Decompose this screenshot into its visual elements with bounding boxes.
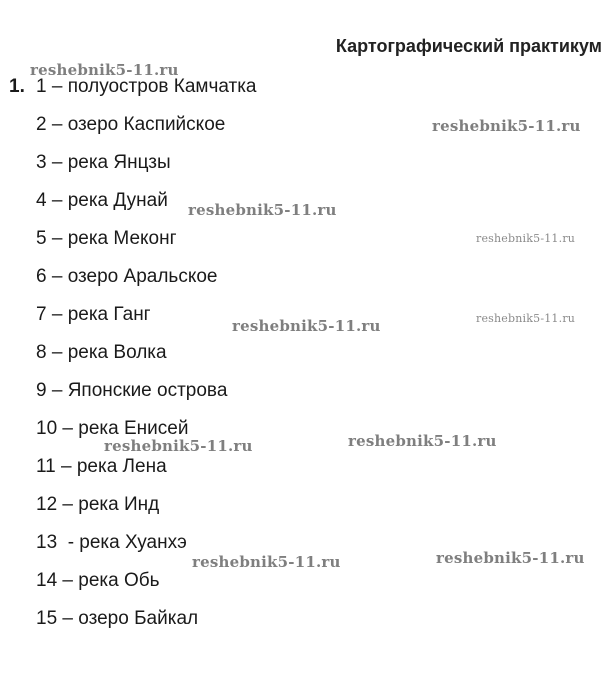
list-item: 14 – река Обь [36, 570, 160, 591]
watermark-text: reshebnik5-11.ru [188, 201, 337, 219]
watermark-text: reshebnik5-11.ru [476, 312, 576, 325]
watermark-text: reshebnik5-11.ru [232, 317, 381, 335]
list-item: 10 – река Енисей [36, 418, 189, 439]
list-item: 12 – река Инд [36, 494, 160, 515]
watermark-text: reshebnik5-11.ru [192, 553, 341, 571]
list-item: 3 – река Янцзы [36, 152, 171, 173]
list-item: 1 – полуостров Камчатка [36, 76, 257, 97]
page-title: Картографический практикум [335, 36, 602, 56]
list-item: 6 – озеро Аральское [36, 266, 218, 287]
list-item: 11 – река Лена [36, 456, 167, 477]
watermark-text: reshebnik5-11.ru [104, 437, 253, 455]
list-item: 4 – река Дунай [36, 190, 168, 211]
task-number: 1. [9, 76, 25, 97]
list-item: 2 – озеро Каспийское [36, 114, 226, 135]
watermark-text: reshebnik5-11.ru [432, 117, 581, 135]
list-item: 8 – река Волка [36, 342, 167, 363]
list-item: 5 – река Меконг [36, 228, 177, 249]
list-item: 7 – река Ганг [36, 304, 151, 325]
watermark-text: reshebnik5-11.ru [436, 549, 585, 567]
watermark-text: reshebnik5-11.ru [476, 232, 576, 245]
list-item: 15 – озеро Байкал [36, 608, 199, 629]
watermark-text: reshebnik5-11.ru [30, 61, 179, 79]
watermark-text: reshebnik5-11.ru [348, 432, 497, 450]
list-item: 9 – Японские острова [36, 380, 228, 401]
list-item: 13 - река Хуанхэ [36, 532, 187, 553]
